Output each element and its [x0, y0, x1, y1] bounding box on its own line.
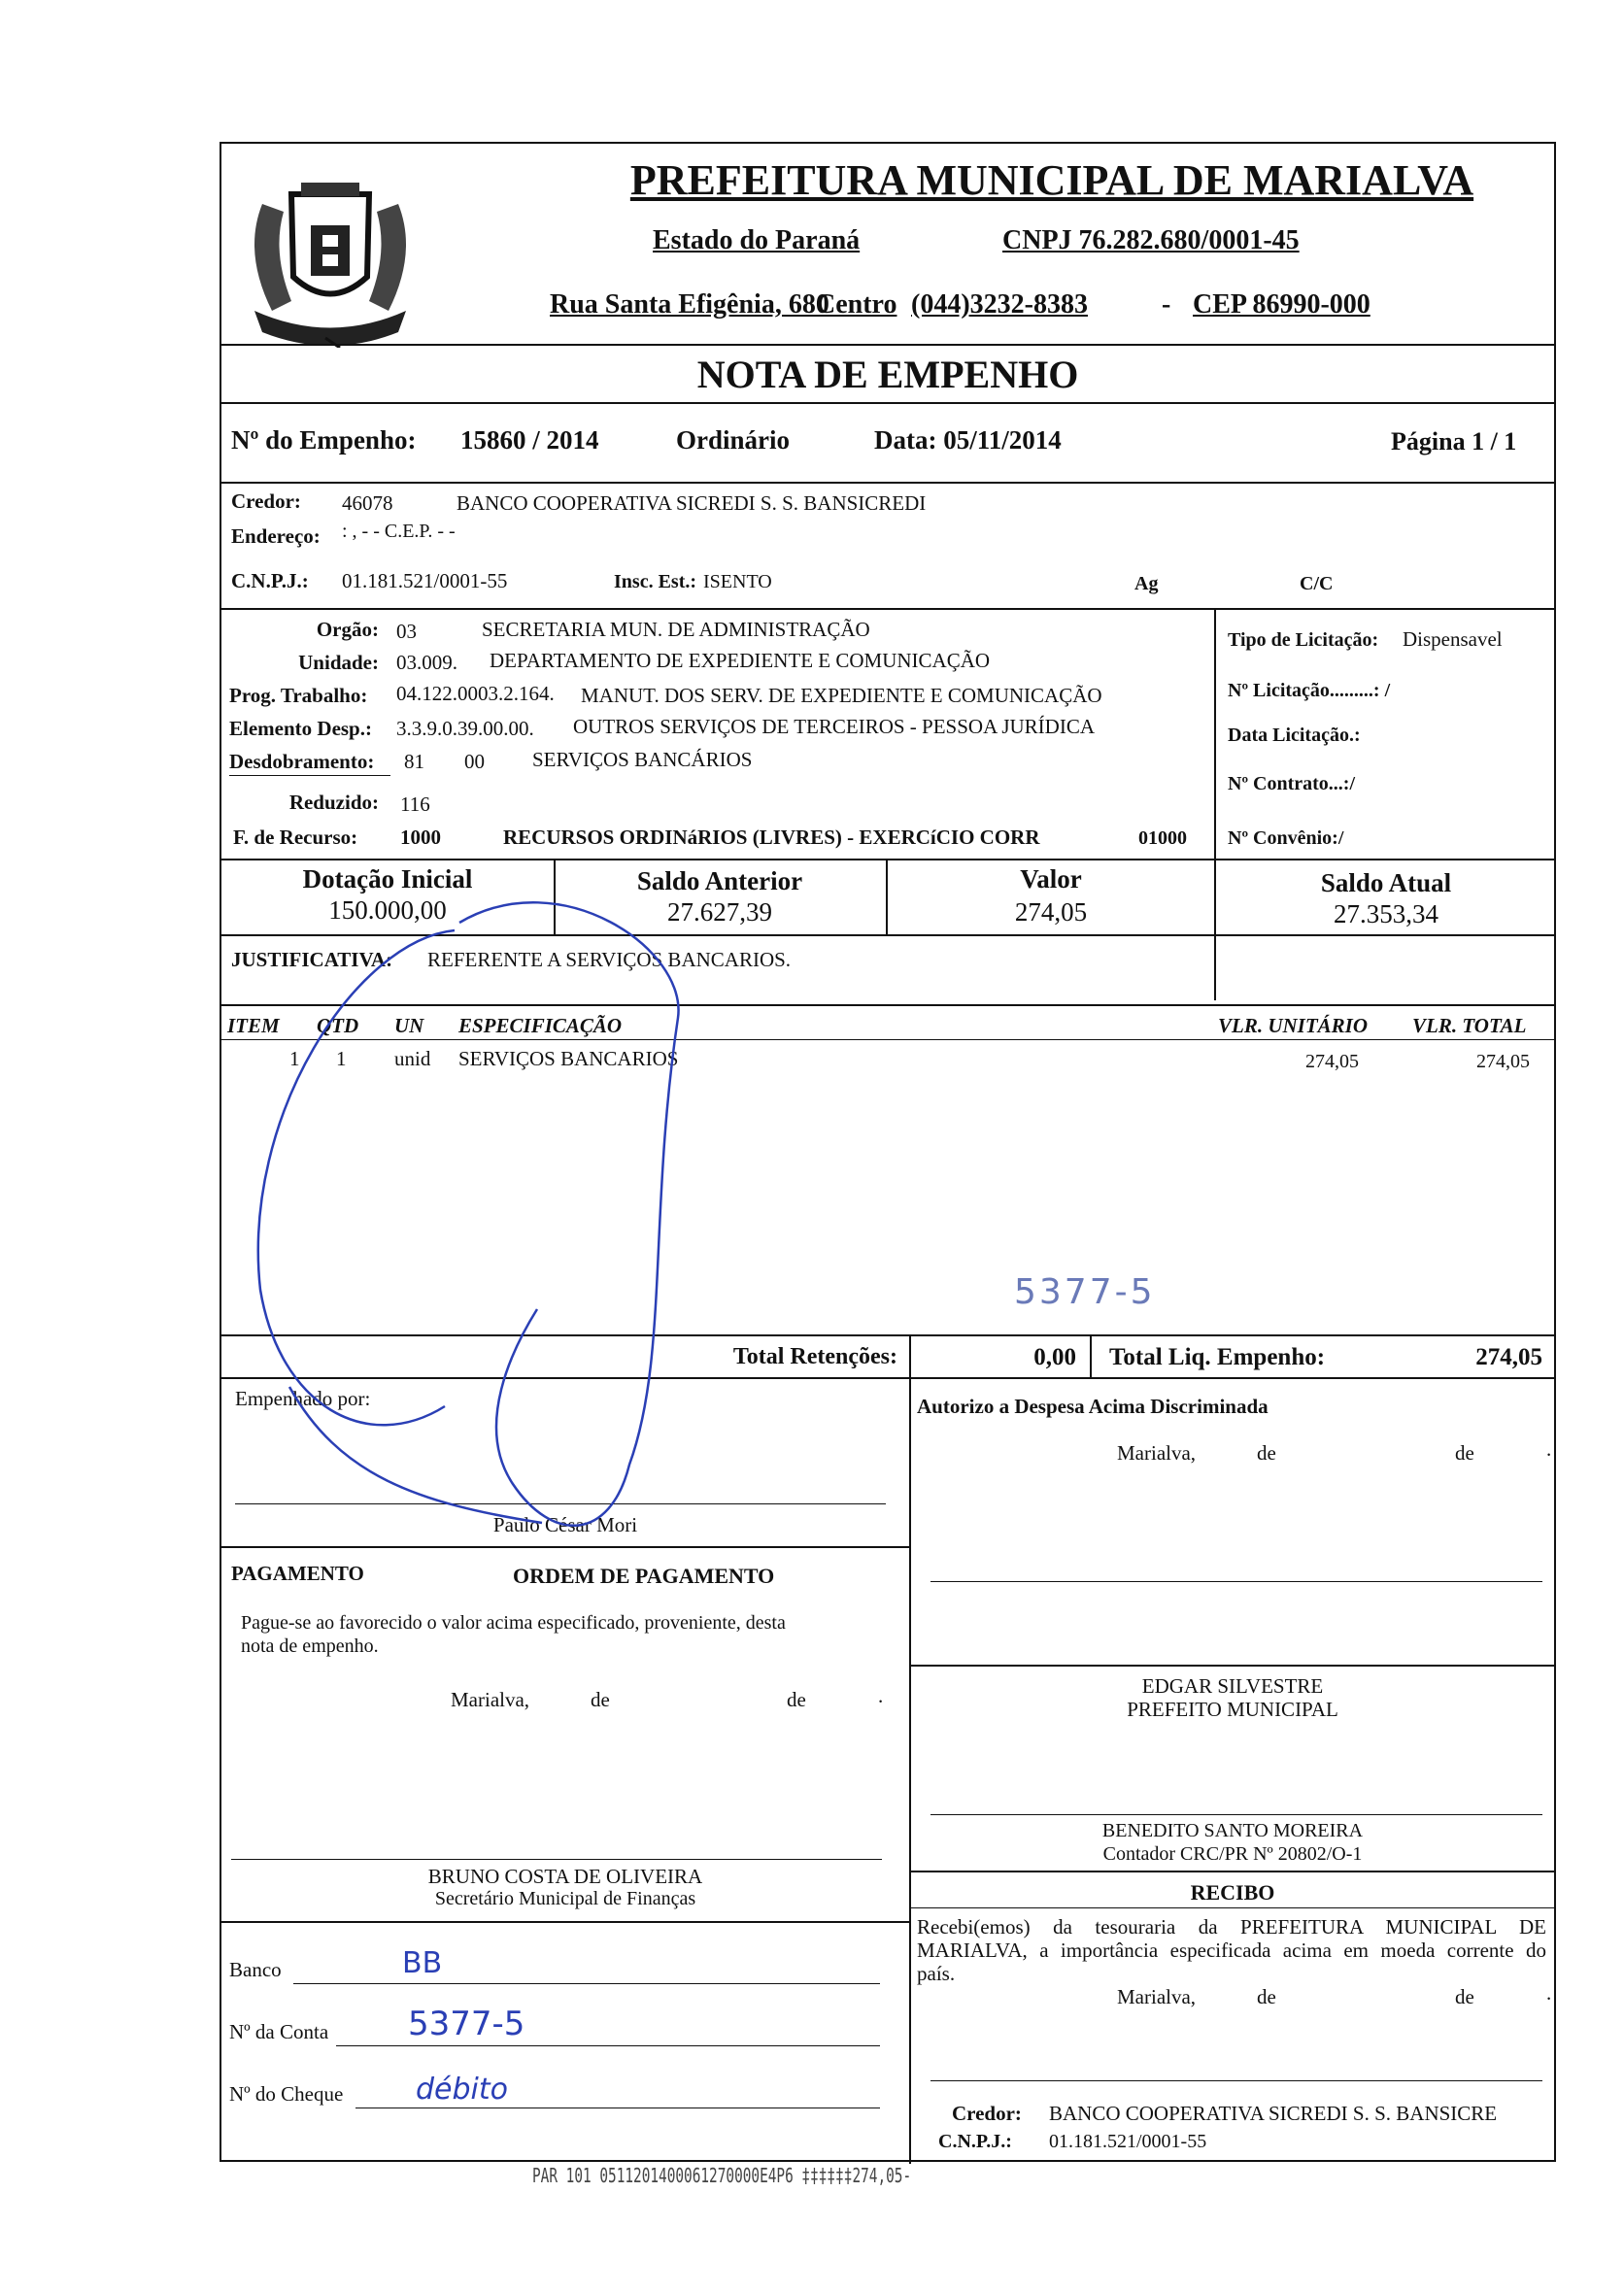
address-label: Endereço: — [231, 524, 321, 548]
orgao-label: Orgão: — [316, 618, 379, 641]
licitacao-number: Nº Licitação.........: / — [1228, 680, 1391, 701]
col-un-header: UN — [394, 1014, 424, 1037]
reduzido-label: Reduzido: — [288, 791, 379, 814]
prefeito-name: EDGAR SILVESTRE — [1141, 1674, 1324, 1698]
justificativa-text: REFERENTE A SERVIÇOS BANCARIOS. — [427, 948, 792, 971]
de-label: de — [1455, 1985, 1474, 2008]
table-row-vlr-total: 274,05 — [1476, 1051, 1530, 1072]
valor-value: 274,05 — [1014, 897, 1088, 927]
empenho-number: 15860 / 2014 — [460, 425, 599, 455]
divider — [229, 775, 390, 776]
ordem-pagamento-title: ORDEM DE PAGAMENTO — [513, 1564, 775, 1588]
divider — [221, 859, 1554, 860]
unidade-name: DEPARTAMENTO DE EXPEDIENTE E COMUNICAÇÃO — [490, 649, 991, 672]
credor-name: BANCO COOPERATIVA SICREDI S. S. BANSICREDI — [457, 491, 927, 515]
city-label: Marialva, — [1117, 1985, 1197, 2008]
divider — [909, 1665, 1556, 1667]
col-vlr-unitario-header: VLR. UNITÁRIO — [1218, 1014, 1369, 1037]
prog-name: MANUT. DOS SERV. DE EXPEDIENTE E COMUNICAÇÃO — [581, 684, 1102, 707]
city-label: Marialva, — [1117, 1441, 1197, 1465]
contador-title: Contador CRC/PR Nº 20802/O-1 — [1102, 1843, 1363, 1865]
conta-label: Nº da Conta — [229, 2020, 329, 2043]
divider — [221, 1377, 1554, 1379]
recibo-cnpj-label: C.N.P.J.: — [938, 2131, 1012, 2152]
period: . — [878, 1684, 884, 1707]
credor-code: 46078 — [342, 491, 393, 515]
org-title: PREFEITURA MUNICIPAL DE MARIALVA — [629, 156, 1474, 204]
convenio-number: Nº Convênio:/ — [1228, 827, 1344, 849]
recibo-credor-label: Credor: — [952, 2102, 1022, 2125]
divider — [221, 934, 1554, 936]
address-value: : , - - C.E.P. - - — [342, 521, 456, 542]
signature-line — [930, 1581, 1542, 1582]
conta-value: 5377-5 — [408, 2005, 525, 2043]
municipal-crest-logo — [233, 165, 427, 348]
saldo-atual-value: 27.353,34 — [1334, 899, 1438, 928]
insc-value: ISENTO — [703, 571, 772, 592]
justificativa-label: JUSTIFICATIVA: — [231, 948, 393, 971]
cnpj-value: 01.181.521/0001-55 — [342, 569, 508, 592]
divider — [909, 1334, 911, 1377]
orgao-code: 03 — [396, 620, 417, 643]
recibo-text-line2: MARIALVA, a importância especificada acima em moeda corrente do — [917, 1939, 1546, 1962]
prog-code: 04.122.0003.2.164. — [396, 682, 555, 705]
page-number: Página 1 / 1 — [1391, 427, 1517, 455]
divider — [221, 1921, 909, 1923]
signature-line — [231, 1859, 882, 1860]
col-especificacao-header: ESPECIFICAÇÃO — [458, 1014, 623, 1037]
phone: (044)3232-8383 — [911, 289, 1088, 320]
secretario-title: Secretário Municipal de Finanças — [434, 1888, 696, 1909]
empenhado-name: Paulo César Mori — [492, 1513, 638, 1536]
state-label: Estado do Paraná — [653, 225, 861, 255]
cnpj-label: C.N.P.J.: — [231, 569, 309, 592]
contador-name: BENEDITO SANTO MOREIRA — [1101, 1820, 1364, 1841]
period: . — [1546, 1437, 1552, 1461]
col-qtd-header: QTD — [317, 1014, 359, 1037]
insc-label: Insc. Est.: — [614, 571, 697, 592]
period: . — [1546, 1981, 1552, 2005]
ordem-text-line2: nota de empenho. — [241, 1635, 379, 1657]
divider — [221, 402, 1554, 404]
elemento-label: Elemento Desp.: — [229, 717, 372, 740]
secretario-name: BRUNO COSTA DE OLIVEIRA — [427, 1865, 703, 1888]
elemento-code: 3.3.9.0.39.00.00. — [396, 717, 534, 740]
licitacao-date: Data Licitação.: — [1228, 725, 1361, 746]
table-row-vlr-unitario: 274,05 — [1305, 1051, 1359, 1072]
de-label: de — [1257, 1441, 1276, 1465]
tipo-licitacao-label: Tipo de Licitação: — [1228, 629, 1379, 651]
desdobramento-label: Desdobramento: — [229, 750, 375, 773]
recibo-cnpj-value: 01.181.521/0001-55 — [1049, 2131, 1207, 2152]
account-label: C/C — [1300, 573, 1334, 594]
elemento-name: OUTROS SERVIÇOS DE TERCEIROS - PESSOA JURÍDICA — [573, 715, 1096, 738]
desdobramento-code: 81 — [404, 750, 424, 773]
unidade-code: 03.009. — [396, 651, 457, 674]
divider — [909, 1871, 1556, 1872]
table-row-un: unid — [394, 1047, 431, 1070]
table-row-especificacao: SERVIÇOS BANCARIOS — [458, 1047, 679, 1070]
divider — [909, 1907, 1556, 1908]
reduzido-value: 116 — [400, 792, 430, 816]
nota-de-empenho-form — [220, 142, 1556, 2162]
prefeito-title: PREFEITO MUNICIPAL — [1127, 1698, 1338, 1721]
empenho-type: Ordinário — [676, 425, 791, 455]
de-label: de — [787, 1688, 806, 1711]
saldo-atual-label: Saldo Atual — [1320, 868, 1452, 897]
empenho-date: Data: 05/11/2014 — [874, 425, 1062, 455]
table-row-item: 1 — [289, 1047, 300, 1070]
header-dash: - — [1162, 289, 1171, 320]
col-vlr-total-header: VLR. TOTAL — [1412, 1014, 1527, 1037]
divider — [1214, 608, 1216, 1000]
credor-label: Credor: — [231, 489, 301, 513]
divider — [221, 482, 1554, 484]
district: Centro — [816, 289, 897, 320]
divider — [221, 1004, 1554, 1006]
divider — [221, 1546, 909, 1548]
ordem-text-line1: Pague-se ao favorecido o valor acima especificado, proveniente, desta — [241, 1612, 786, 1634]
document-title: NOTA DE EMPENHO — [696, 353, 1079, 396]
signature-line — [930, 2080, 1542, 2081]
divider — [221, 1334, 1554, 1336]
conta-field-line — [336, 2045, 880, 2046]
recibo-credor-value: BANCO COOPERATIVA SICREDI S. S. BANSICRE — [1049, 2102, 1498, 2125]
liquido-label: Total Liq. Empenho: — [1109, 1344, 1326, 1370]
table-row-qtd: 1 — [336, 1047, 347, 1070]
saldo-anterior-label: Saldo Anterior — [636, 866, 803, 895]
saldo-anterior-value: 27.627,39 — [667, 897, 772, 927]
fonte-name: RECURSOS ORDINáRIOS (LIVRES) - EXERCíCIO CORR — [503, 826, 1040, 849]
de-label: de — [591, 1688, 610, 1711]
divider — [1090, 1334, 1092, 1377]
recibo-title: RECIBO — [1190, 1880, 1275, 1905]
desdobramento-name: SERVIÇOS BANCÁRIOS — [532, 748, 753, 771]
cheque-value: débito — [416, 2073, 508, 2107]
contrato-number: Nº Contrato...:/ — [1228, 773, 1356, 794]
fonte-code: 1000 — [400, 826, 441, 849]
footer-stamp: PAR 101 0511201400061270000E4P6 ‡‡‡‡‡‡274,05- — [532, 2164, 912, 2187]
liquido-value: 274,05 — [1475, 1344, 1542, 1370]
recibo-text-line3: país. — [917, 1962, 956, 1985]
desdobramento-subcode: 00 — [464, 750, 485, 773]
valor-label: Valor — [1020, 864, 1082, 894]
retencoes-label: Total Retenções: — [732, 1344, 897, 1369]
orgao-name: SECRETARIA MUN. DE ADMINISTRAÇÃO — [482, 618, 870, 641]
fonte-label: F. de Recurso: — [233, 826, 358, 849]
banco-label: Banco — [229, 1958, 282, 1981]
col-item-header: ITEM — [227, 1014, 280, 1037]
empenho-label: Nº do Empenho: — [231, 425, 417, 455]
de-label: de — [1257, 1985, 1276, 2008]
fonte-ref: 01000 — [1138, 827, 1187, 849]
dotacao-label: Dotação Inicial — [302, 864, 473, 894]
divider — [909, 1377, 911, 2164]
divider — [221, 1039, 1554, 1040]
divider — [221, 344, 1554, 346]
recibo-text-line1: Recebi(emos) da tesouraria da PREFEITURA MUNICIPAL DE — [917, 1915, 1546, 1939]
autorizo-text: Autorizo a Despesa Acima Discriminada — [917, 1395, 1269, 1418]
tipo-licitacao-value: Dispensavel — [1403, 627, 1503, 651]
prog-label: Prog. Trabalho: — [229, 684, 368, 707]
agency-label: Ag — [1134, 573, 1159, 594]
banco-value: BB — [402, 1946, 443, 1980]
banco-field-line — [293, 1983, 880, 1984]
dotacao-value: 150.000,00 — [328, 895, 447, 925]
empenhado-label: Empenhado por: — [235, 1387, 371, 1410]
unidade-label: Unidade: — [298, 651, 379, 674]
signature-line — [235, 1503, 886, 1504]
retencoes-value: 0,00 — [1033, 1344, 1076, 1370]
city-label: Marialva, — [451, 1688, 530, 1711]
cep-header: CEP 86990-000 — [1193, 289, 1370, 320]
cheque-label: Nº do Cheque — [229, 2082, 344, 2106]
de-label: de — [1455, 1441, 1474, 1465]
street-address: Rua Santa Efigênia, 680 — [550, 289, 829, 320]
pagamento-label: PAGAMENTO — [231, 1562, 364, 1585]
divider — [221, 608, 1554, 610]
signature-line — [930, 1814, 1542, 1815]
handwritten-account-note: 5377-5 — [1014, 1272, 1156, 1312]
cnpj-header: CNPJ 76.282.680/0001-45 — [1002, 225, 1300, 255]
